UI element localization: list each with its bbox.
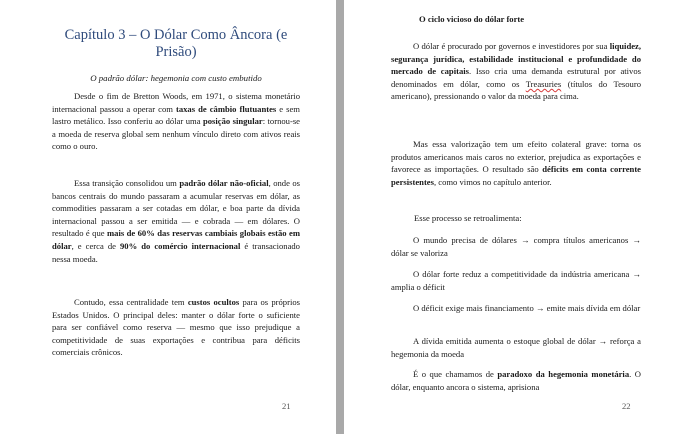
right-paragraph-2 xyxy=(391,138,641,188)
text-run: Mas essa valorização tem um efeito colateral grave: torna os produtos americanos mais caros no exterior, prejudica as exportações e favorece as importações. O resultado são xyxy=(391,139,641,175)
cycle-step-1: O mundo precisa de dólares → compra títulos americanos → dólar se valoriza xyxy=(391,235,641,258)
text-run: , como vimos no capítulo anterior. xyxy=(433,176,552,187)
bold-run: liquidez, segurança jurídica, estabilidade institucional e profundidade do mercado de capitais xyxy=(391,41,641,77)
right-paragraph-3: Esse processo se retroalimenta: xyxy=(414,213,522,223)
bold-run: paradoxo da hegemonia monetária xyxy=(497,369,630,379)
right-paragraph-4 xyxy=(391,368,641,393)
cycle-step-3: O déficit exige mais financiamento → emite mais dívida em dólar xyxy=(413,303,641,313)
text-run: e sem lastro metálico. Isso conferiu ao dólar uma xyxy=(52,103,300,127)
left-paragraph-3 xyxy=(52,296,300,359)
cycle-step-4: A dívida emitida aumenta o estoque global de dólar → reforça a hegemonia da moeda xyxy=(391,336,641,359)
text-run: O dólar é procurado por governos e investidores por sua xyxy=(413,41,610,51)
left-paragraph-2 xyxy=(52,177,300,265)
chapter-subtitle: O padrão dólar: hegemonia com custo embutido xyxy=(90,73,262,83)
text-run: é transacionado nessa moeda. xyxy=(52,240,300,264)
bold-run: 90% do comércio internacional xyxy=(119,240,241,251)
bold-run: mais de 60% das reservas cambiais globais estão em dólar xyxy=(52,228,300,251)
text-run: Contudo, essa centralidade tem xyxy=(74,297,188,307)
bold-run: taxas de câmbio flutuantes xyxy=(175,103,277,114)
text-run: , e cerca de xyxy=(71,240,120,251)
bold-run: custos ocultos xyxy=(187,297,240,307)
bold-run: déficits em conta corrente persistentes xyxy=(391,164,642,187)
text-run: Essa transição consolidou um xyxy=(74,178,180,188)
page-number: 21 xyxy=(282,401,291,411)
text-run: , onde os bancos centrais do mundo passaram a acumular reservas em dólar, as commodities passaram a ser cotadas em dólar, e boa parte da dívida internacional passou a ser emitida — e cobrada — em dólares. O resultado é que xyxy=(52,178,301,239)
bold-run: padrão dólar não-oficial xyxy=(179,178,269,188)
bold-run: posição singular xyxy=(202,116,263,127)
text-run: É o que chamamos de xyxy=(413,369,498,379)
chapter-title: Capítulo 3 – O Dólar Como Âncora (e Prisão) xyxy=(64,27,288,60)
text-run: . Isso cria uma demanda estrutural por ativos denominados em dólar, como os xyxy=(391,66,641,89)
page-number: 22 xyxy=(622,401,631,411)
text-run: para os próprios Estados Unidos. O principal deles: manter o dólar forte o suficiente para ser confiável como reserva — mesmo que isso prejudique a competitividade de suas exportações e contribua para déficits comerciais crônicos. xyxy=(52,297,300,358)
right-paragraph-1 xyxy=(391,40,641,103)
spellcheck-underlined-word: Treasuries xyxy=(525,78,562,89)
text-run: (títulos do Tesouro americano), pressionando o valor da moeda para cima. xyxy=(391,78,642,102)
left-paragraph-1 xyxy=(52,90,300,153)
section-heading: O ciclo vicioso do dólar forte xyxy=(419,14,525,24)
text-run: Desde o fim de Bretton Woods, em 1971, o sistema monetário internacional passou a operar com xyxy=(52,91,300,114)
cycle-step-2: O dólar forte reduz a competitividade da indústria americana → amplia o déficit xyxy=(391,269,641,292)
left-page xyxy=(0,0,336,434)
right-page xyxy=(344,0,681,434)
text-run: . O dólar, enquanto ancora o sistema, aprisiona xyxy=(391,369,641,392)
text-run: : tornou-se a moeda de reserva global sem nenhum vínculo direto com ativos reais como o ouro. xyxy=(52,116,300,152)
